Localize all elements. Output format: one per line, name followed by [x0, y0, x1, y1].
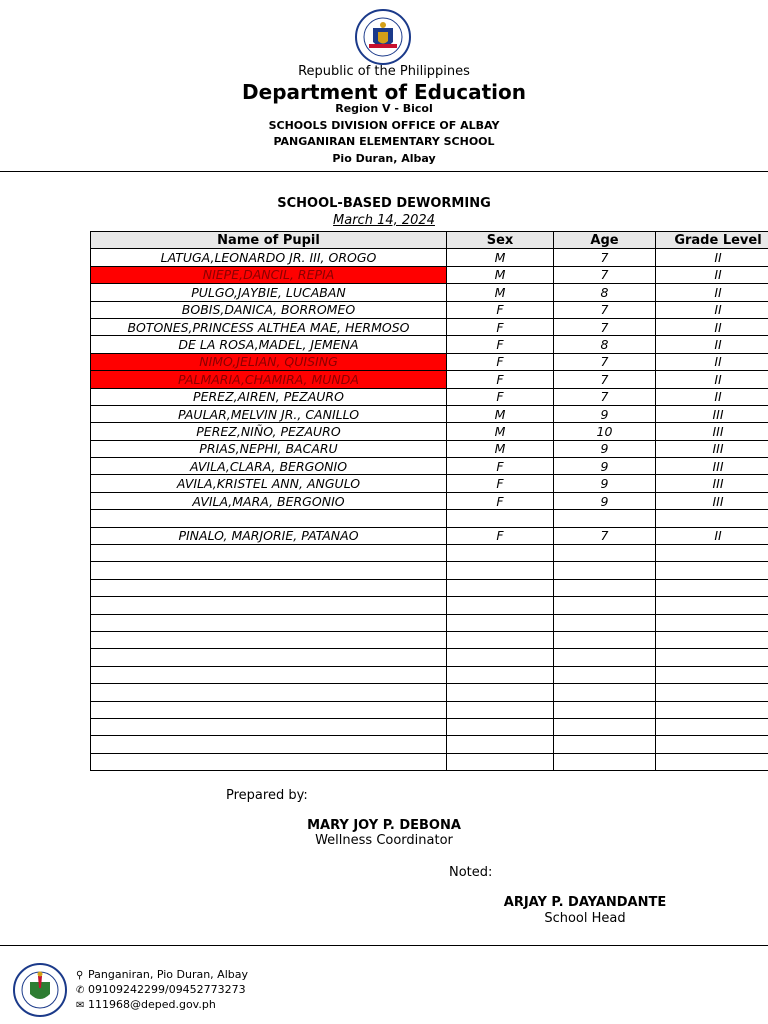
school-logo: [8, 962, 72, 1018]
table-row: [91, 718, 768, 735]
table-row: [91, 284, 768, 301]
cell-sex: F: [447, 492, 554, 509]
cell-age: [554, 753, 656, 770]
cell-sex: [447, 545, 554, 562]
cell-grade: II: [656, 249, 768, 266]
cell-sex: F: [447, 371, 554, 388]
cell-age: 9: [554, 458, 656, 475]
footer-email: ✉ 111968@deped.gov.ph: [76, 998, 216, 1011]
cell-name: [91, 579, 447, 596]
cell-name: [91, 649, 447, 666]
envelope-icon: ✉: [76, 1000, 85, 1011]
cell-sex: F: [447, 475, 554, 492]
cell-sex: [447, 736, 554, 753]
cell-age: 9: [554, 405, 656, 422]
cell-grade: [656, 649, 768, 666]
cell-name: [91, 631, 447, 648]
cell-age: [554, 649, 656, 666]
table-row: [91, 405, 768, 422]
cell-grade: [656, 736, 768, 753]
cell-sex: M: [447, 405, 554, 422]
cell-age: 7: [554, 371, 656, 388]
table-row: [91, 562, 768, 579]
prepared-by-label: Prepared by:: [226, 788, 308, 803]
noted-by-role: School Head: [544, 911, 626, 926]
cell-sex: F: [447, 318, 554, 335]
cell-name: [91, 718, 447, 735]
cell-sex: [447, 579, 554, 596]
table-row: [91, 649, 768, 666]
document-title: SCHOOL-BASED DEWORMING: [277, 196, 491, 211]
cell-sex: [447, 753, 554, 770]
cell-sex: M: [447, 423, 554, 440]
cell-grade: [656, 510, 768, 527]
cell-age: 9: [554, 492, 656, 509]
table-row: [91, 753, 768, 770]
cell-name: LATUGA,LEONARDO JR. III, OROGO: [91, 249, 447, 266]
cell-age: 7: [554, 527, 656, 544]
prepared-by-role: Wellness Coordinator: [315, 833, 453, 848]
cell-sex: [447, 649, 554, 666]
table-row: [91, 336, 768, 353]
cell-age: 9: [554, 475, 656, 492]
cell-name: PEREZ,NIÑO, PEZAURO: [91, 423, 447, 440]
cell-age: [554, 631, 656, 648]
cell-name: PRIAS,NEPHI, BACARU: [91, 440, 447, 457]
cell-name: [91, 510, 447, 527]
cell-age: 7: [554, 388, 656, 405]
cell-sex: M: [447, 284, 554, 301]
cell-name: PEREZ,AIREN, PEZAURO: [91, 388, 447, 405]
cell-sex: F: [447, 388, 554, 405]
cell-age: [554, 597, 656, 614]
cell-sex: [447, 718, 554, 735]
column-header-age: Age: [554, 232, 656, 249]
table-row: [91, 371, 768, 388]
cell-age: [554, 614, 656, 631]
table-row: [91, 510, 768, 527]
document-date: March 14, 2024: [333, 213, 435, 228]
cell-sex: F: [447, 336, 554, 353]
table-row: [91, 353, 768, 370]
cell-name: PINALO, MARJORIE, PATANAO: [91, 527, 447, 544]
cell-name: PAULAR,MELVIN JR., CANILLO: [91, 405, 447, 422]
cell-age: 7: [554, 266, 656, 283]
cell-grade: III: [656, 475, 768, 492]
table-row: [91, 423, 768, 440]
table-row: [91, 684, 768, 701]
cell-name: DE LA ROSA,MADEL, JEMENA: [91, 336, 447, 353]
cell-name: [91, 614, 447, 631]
cell-sex: [447, 510, 554, 527]
column-header-name: Name of Pupil: [91, 232, 447, 249]
cell-grade: II: [656, 336, 768, 353]
cell-sex: [447, 701, 554, 718]
noted-label: Noted:: [449, 865, 493, 880]
table-row: [91, 492, 768, 509]
table-row: [91, 579, 768, 596]
phone-icon: ✆: [76, 985, 85, 996]
deped-seal-logo: [347, 8, 419, 66]
table-row: [91, 266, 768, 283]
cell-age: 7: [554, 249, 656, 266]
cell-grade: II: [656, 527, 768, 544]
cell-grade: [656, 718, 768, 735]
cell-sex: M: [447, 266, 554, 283]
header-divider: [0, 171, 768, 172]
cell-grade: II: [656, 284, 768, 301]
cell-grade: III: [656, 492, 768, 509]
cell-name: [91, 597, 447, 614]
cell-age: [554, 701, 656, 718]
address-heading: Pio Duran, Albay: [332, 152, 436, 165]
cell-name: NIEPE,DANCIL, REPIA: [91, 266, 447, 283]
table-row: [91, 597, 768, 614]
table-row: [91, 666, 768, 683]
cell-age: 9: [554, 440, 656, 457]
cell-name: [91, 753, 447, 770]
table-row: [91, 701, 768, 718]
region-heading: Region V - Bicol: [335, 102, 433, 115]
cell-name: PALMARIA,CHAMIRA, MUNDA: [91, 371, 447, 388]
cell-age: 7: [554, 353, 656, 370]
cell-grade: III: [656, 458, 768, 475]
cell-name: [91, 666, 447, 683]
cell-age: [554, 510, 656, 527]
cell-sex: M: [447, 249, 554, 266]
cell-name: NIMO,JELIAN, QUISING: [91, 353, 447, 370]
column-header-sex: Sex: [447, 232, 554, 249]
cell-name: PULGO,JAYBIE, LUCABAN: [91, 284, 447, 301]
cell-grade: III: [656, 423, 768, 440]
cell-age: 8: [554, 336, 656, 353]
cell-grade: II: [656, 388, 768, 405]
cell-age: [554, 545, 656, 562]
cell-sex: [447, 666, 554, 683]
division-heading: SCHOOLS DIVISION OFFICE OF ALBAY: [268, 119, 500, 132]
table-row: [91, 545, 768, 562]
cell-age: [554, 684, 656, 701]
cell-grade: II: [656, 353, 768, 370]
cell-age: 8: [554, 284, 656, 301]
cell-grade: II: [656, 301, 768, 318]
cell-sex: F: [447, 301, 554, 318]
cell-grade: [656, 614, 768, 631]
cell-sex: F: [447, 353, 554, 370]
cell-name: AVILA,CLARA, BERGONIO: [91, 458, 447, 475]
cell-sex: F: [447, 527, 554, 544]
table-row: [91, 318, 768, 335]
table-row: [91, 440, 768, 457]
prepared-by-name: MARY JOY P. DEBONA: [307, 818, 461, 833]
table-row: [91, 249, 768, 266]
pupil-table-body: [91, 249, 768, 771]
footer-divider: [0, 945, 768, 946]
department-heading: Department of Education: [242, 80, 526, 104]
cell-grade: [656, 562, 768, 579]
table-row: [91, 388, 768, 405]
cell-age: 7: [554, 318, 656, 335]
cell-age: 7: [554, 301, 656, 318]
table-row: [91, 631, 768, 648]
cell-age: [554, 736, 656, 753]
cell-grade: [656, 545, 768, 562]
cell-grade: [656, 666, 768, 683]
cell-grade: II: [656, 371, 768, 388]
noted-by-name: ARJAY P. DAYANDANTE: [503, 895, 667, 910]
cell-name: AVILA,KRISTEL ANN, ANGULO: [91, 475, 447, 492]
table-header-row: [91, 232, 768, 249]
cell-sex: F: [447, 458, 554, 475]
table-row: [91, 475, 768, 492]
cell-sex: [447, 684, 554, 701]
cell-grade: [656, 753, 768, 770]
location-pin-icon: ⚲: [76, 970, 84, 981]
cell-name: [91, 684, 447, 701]
cell-grade: [656, 579, 768, 596]
cell-name: AVILA,MARA, BERGONIO: [91, 492, 447, 509]
cell-grade: III: [656, 405, 768, 422]
cell-sex: M: [447, 440, 554, 457]
table-row: [91, 458, 768, 475]
cell-age: [554, 562, 656, 579]
cell-grade: [656, 631, 768, 648]
cell-grade: II: [656, 318, 768, 335]
cell-grade: III: [656, 440, 768, 457]
cell-grade: [656, 701, 768, 718]
cell-sex: [447, 562, 554, 579]
cell-grade: [656, 684, 768, 701]
table-row: [91, 301, 768, 318]
cell-age: [554, 666, 656, 683]
cell-sex: [447, 597, 554, 614]
cell-grade: II: [656, 266, 768, 283]
school-heading: PANGANIRAN ELEMENTARY SCHOOL: [273, 135, 495, 148]
cell-name: BOBIS,DANICA, BORROMEO: [91, 301, 447, 318]
footer-address: ⚲ Panganiran, Pio Duran, Albay: [76, 968, 248, 981]
cell-name: [91, 736, 447, 753]
cell-age: [554, 718, 656, 735]
pupil-table: [90, 231, 768, 771]
table-row: [91, 736, 768, 753]
footer-phone: ✆ 09109242299/09452773273: [76, 983, 246, 996]
cell-name: [91, 562, 447, 579]
cell-sex: [447, 614, 554, 631]
cell-age: 10: [554, 423, 656, 440]
cell-name: BOTONES,PRINCESS ALTHEA MAE, HERMOSO: [91, 318, 447, 335]
cell-grade: [656, 597, 768, 614]
cell-name: [91, 545, 447, 562]
table-row: [91, 614, 768, 631]
table-row: [91, 527, 768, 544]
cell-age: [554, 579, 656, 596]
cell-sex: [447, 631, 554, 648]
republic-heading: Republic of the Philippines: [298, 64, 470, 79]
cell-name: [91, 701, 447, 718]
column-header-grade: Grade Level: [656, 232, 768, 249]
